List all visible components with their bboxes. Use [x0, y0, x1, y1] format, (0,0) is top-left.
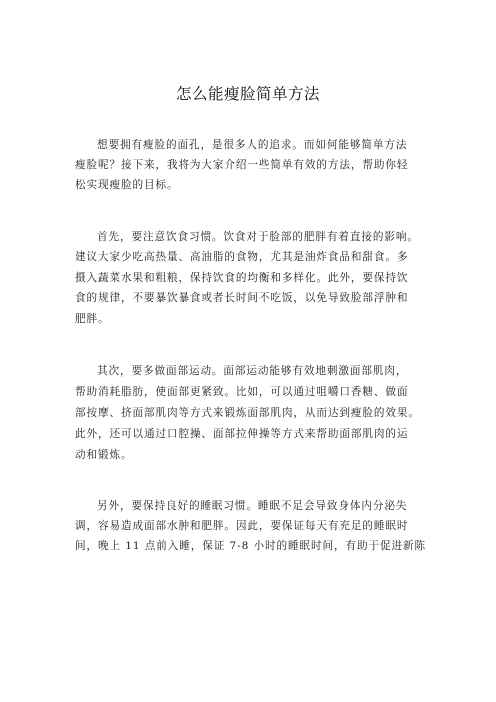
paragraph-3-line-2: 帮助消耗脂肪，使面部更紧致。比如，可以通过咀嚼口香糖、做面	[75, 386, 409, 398]
paragraph-4-line-3: 间，晚上 11 点前入睡，保证 7-8 小时的睡眠时间，有助于促进新陈	[75, 540, 426, 552]
paragraph-4-line-1: 另外，要保持良好的睡眠习惯。睡眠不足会导致身体内分泌失	[97, 500, 408, 512]
paragraph-1-line-2: 瘦脸呢？接下来，我将为大家介绍一些简单有效的方法，帮助你轻	[75, 159, 409, 171]
paragraph-1-line-3: 松实现瘦脸的目标。	[75, 179, 179, 191]
paragraph-2-line-1: 首先，要注意饮食习惯。饮食对于脸部的肥胖有着直接的影响。	[97, 231, 419, 243]
paragraph-4-line-2: 调，容易造成面部水肿和肥胖。因此，要保证每天有充足的睡眠时	[75, 520, 409, 532]
paragraph-3-line-3: 部按摩、挤面部肌肉等方式来锻炼面部肌肉，从而达到瘦脸的效果。	[75, 407, 420, 419]
paragraph-2-line-2: 建议大家少吃高热量、高油脂的食物，尤其是油炸食品和甜食。多	[75, 251, 409, 263]
paragraph-3-line-4: 此外，还可以通过口腔操、面部拉伸操等方式来帮助面部肌肉的运	[75, 428, 409, 440]
paragraph-3-line-5: 动和锻炼。	[75, 449, 133, 461]
paragraph-3-line-1: 其次，要多做面部运动。面部运动能够有效地刺激面部肌肉，	[97, 365, 408, 377]
paragraph-2-line-3: 摄入蔬菜水果和粗粮，保持饮食的均衡和多样化。此外，要保持饮	[75, 272, 409, 284]
paragraph-2-line-5: 肥胖。	[75, 313, 110, 325]
paragraph-1-line-1: 想要拥有瘦脸的面孔，是很多人的追求。而如何能够简单方法	[97, 139, 408, 151]
document-title: 怎么能瘦脸简单方法	[175, 85, 320, 103]
paragraph-2-line-4: 食的规律，不要暴饮暴食或者长时间不吃饭，以免导致脸部浮肿和	[75, 292, 409, 304]
